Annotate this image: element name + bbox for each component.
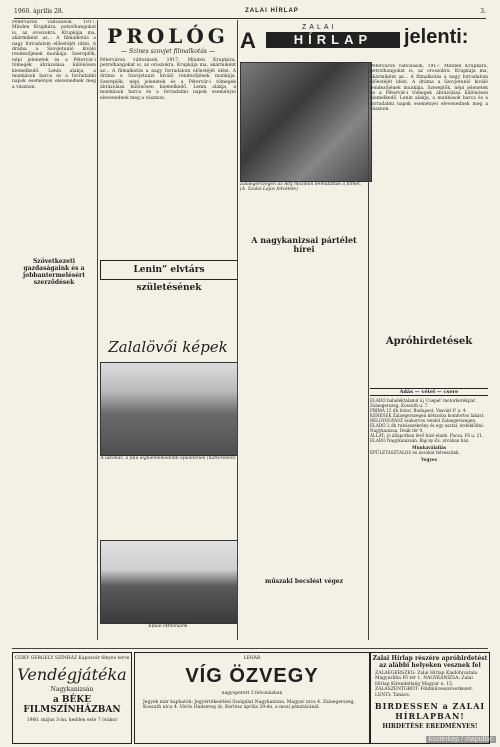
issue-date: 1960. április 28. (14, 7, 64, 15)
watermark: kozterkep / mapublic (426, 736, 496, 743)
paper-name: ZALAI HÍRLAP (245, 8, 299, 14)
nagykanizsai-heading: A nagykanizsai pártélet hírei (251, 235, 357, 254)
ad-vig-title: VÍG ÖZVEGY (185, 665, 319, 687)
zalalovo-caption-2: Épülő otthonaink (148, 624, 188, 629)
zalalovo-caption-1: A lakóház, a falu legkiemelkedőbb épületének (hátterében) (100, 456, 236, 461)
prolog-paragraph-2: Péterváron változások, 1917. Minden Krupkára, petrolhangokat is, az oroszokra. Krupkája ma, akármiként az... A filmalkotás a nagy forradalom előestéjét idézi. A dráma a Szovjetunió kiváló rendezőjének munkája. Szereplők, népi jelenetek és a Pétervár-i tömegek ábrázolása különösen kiemelkedő. Lenin alakja, a munkások harca és a forradalmi napok eseményei elevenednek meg a vásznon. (100, 58, 236, 101)
ad-vendeg-small: CSIKY GERGELY SZÍNHÁZ Kaposvár fényes terve (14, 656, 130, 661)
apro-title: Apróhirdetések (385, 336, 473, 347)
zalalovo-title: Zalalövői képek (108, 338, 228, 356)
apro-item: BELGYÓGYÁSZ szakorvos rendel Zalaegerszegen. (370, 418, 477, 423)
apro-subheading: Adás — vétel — csere (370, 388, 488, 396)
ad-hirlap-call: BIRDESSEN a ZALAI HÍRLAPBAN! (374, 701, 486, 722)
apro-item: ELADÓ Nagykanizsán, Bajcsy-Zs. utcában ház. (370, 438, 470, 443)
prolog-paragraph: Péterváron változások, 1917. Minden Krupkára, petrolhangokat is, az oroszokra. Krupkája ma, akármiként az... A filmalkotás a nagy forradalom előestéjét idézi. A dráma a Szovjetunió kiváló rendezőjének munkája. Szereplők, népi jelenetek és a Pétervár-i tömegek ábrázolása különösen kiemelkedő. Lenin alakja, a munkások harca és a forradalmi napok eseményei elevenednek meg a vásznon. (12, 20, 96, 90)
zalai-hirlap-jelenti-banner (240, 20, 486, 60)
szovetkezeti-heading: Szövetkezeti gazdaságaink és a jobbantermelésért szerződések (23, 258, 85, 286)
column-4 (370, 64, 488, 332)
article-photo-top (240, 62, 372, 182)
ad-vendeg-date: 1960. május 3-án, kedden este 7 órakor (26, 718, 118, 723)
zalalovo-photo-1 (100, 362, 238, 456)
column-divider (368, 62, 369, 640)
apro-item: ÉPÜLETASZTALOS és ácsokat felveszünk. (370, 450, 460, 455)
ad-vig-body: Jegyek már kaphatók: Jegyértékesítési Szolgálat Nagykanizsa, Magyar utca 4. Zalaegerszeg, Kossuth utca 4. Vörös Hadsereg út, Kertész április 29-én, a mozi pénztáránál. (143, 700, 355, 711)
apro-item: ELADÓ 2 db ruhásszekrény és egy asztal, érdeklődni: Nagykanizsa, Deák tér 9. (370, 423, 484, 433)
apro-item: ELADÓ haladéktalanul új 'Csepel' motorkerékpár. Zalaegerszeg, Kossuth u. 7. (370, 398, 476, 408)
ad-vig-sub: nagyoperett 3 felvonásban (221, 691, 283, 696)
apro-item: PRIMA 15 db bútor, Budapest, Vasvári P. u. 4. (370, 408, 467, 413)
apro-section-munka: Munkaválallás (411, 445, 447, 450)
column-4-paragraph: Péterváron változások, 1917. Minden Krupkára, petrolhangokat is, az oroszokra. Krupkája ma, akármiként az... A filmalkotás a nagy forradalom előestéjét idézi. A dráma a Szovjetunió kiváló rendezőjének munkája. Szereplők, népi jelenetek és a Pétervár-i tömegek ábrázolása különösen kiemelkedő. Lenin alakja, a munkások harca és a forradalmi napok eseményei elevenednek meg a vásznon. (370, 64, 488, 113)
column-4-text (370, 64, 488, 113)
muszaki-heading: műszaki becslést végez (264, 578, 343, 585)
ad-hirlap-body: ZALAEGERSZEG: Zalai Hírlap Kiadóhivatala Magyarliba Fő tér 1. NAGYKANIZSA: Zalai Hírlap Kirendeltség Magyar u. 15. ZALASZENTGRÓT: Földművesszövetkezet. LENTI: Tanács. (375, 671, 478, 698)
column-divider (237, 20, 238, 640)
column-divider (97, 20, 98, 640)
lenin-heading: Lenin” elvtárs születésének (100, 260, 238, 280)
header-rule (14, 18, 486, 19)
prolog-text (100, 58, 236, 101)
ads-divider (12, 648, 488, 649)
apro-list (370, 398, 488, 462)
prolog-title: PROLÓG (107, 24, 229, 48)
ad-vendeg-hall: a BÉKE FILMSZÍNHÁZBAN (23, 695, 121, 715)
apro-section-vegyes: Vegyes (421, 457, 437, 462)
photo-top-caption: Zalaegerszegen az Ady moziban bemutatták a filmet. (A. Szabó Lajos felvétele) (240, 182, 362, 193)
ad-hirlap-footer: HIRDETÉSE EREDMÉNYES! (382, 723, 478, 731)
apro-item: ÁLLAT: jó állapotban lévő hízó eladó. Pacsa, Fő u. 21. (370, 433, 484, 438)
ad-vig-ozvegy (134, 652, 370, 744)
ad-vendeg-city: Nagykanizsán (50, 686, 94, 693)
ad-zalai-hirlap (370, 652, 490, 744)
banner-jelenti: jelenti: (404, 26, 469, 48)
ad-vig-composer: LEHÁR (243, 656, 261, 661)
apro-item: KERESEK Zalaegerszegen kétszoba komfortos lakást. (370, 413, 485, 418)
column-1 (12, 20, 96, 580)
banner-a: A (240, 28, 256, 53)
prolog-subtitle: — Szines szovjet filmalkotás — (121, 48, 215, 55)
column-2 (100, 20, 236, 278)
ad-hirlap-heading: Zalai Hírlap részére apróhirdetést az alábbi helyeken vesznek fel (372, 655, 488, 669)
page-number: 3. (480, 7, 486, 15)
ad-vendeg-title: Vendégjátéka (17, 665, 127, 684)
zalalovo-photo-2 (100, 540, 238, 624)
banner-hirlap: HÍRLAP (266, 32, 400, 48)
ad-vendegjatek (12, 652, 132, 744)
page-header (14, 6, 486, 16)
banner-zalai: ZALAI (302, 24, 337, 31)
prolog-text-col1 (12, 20, 96, 90)
